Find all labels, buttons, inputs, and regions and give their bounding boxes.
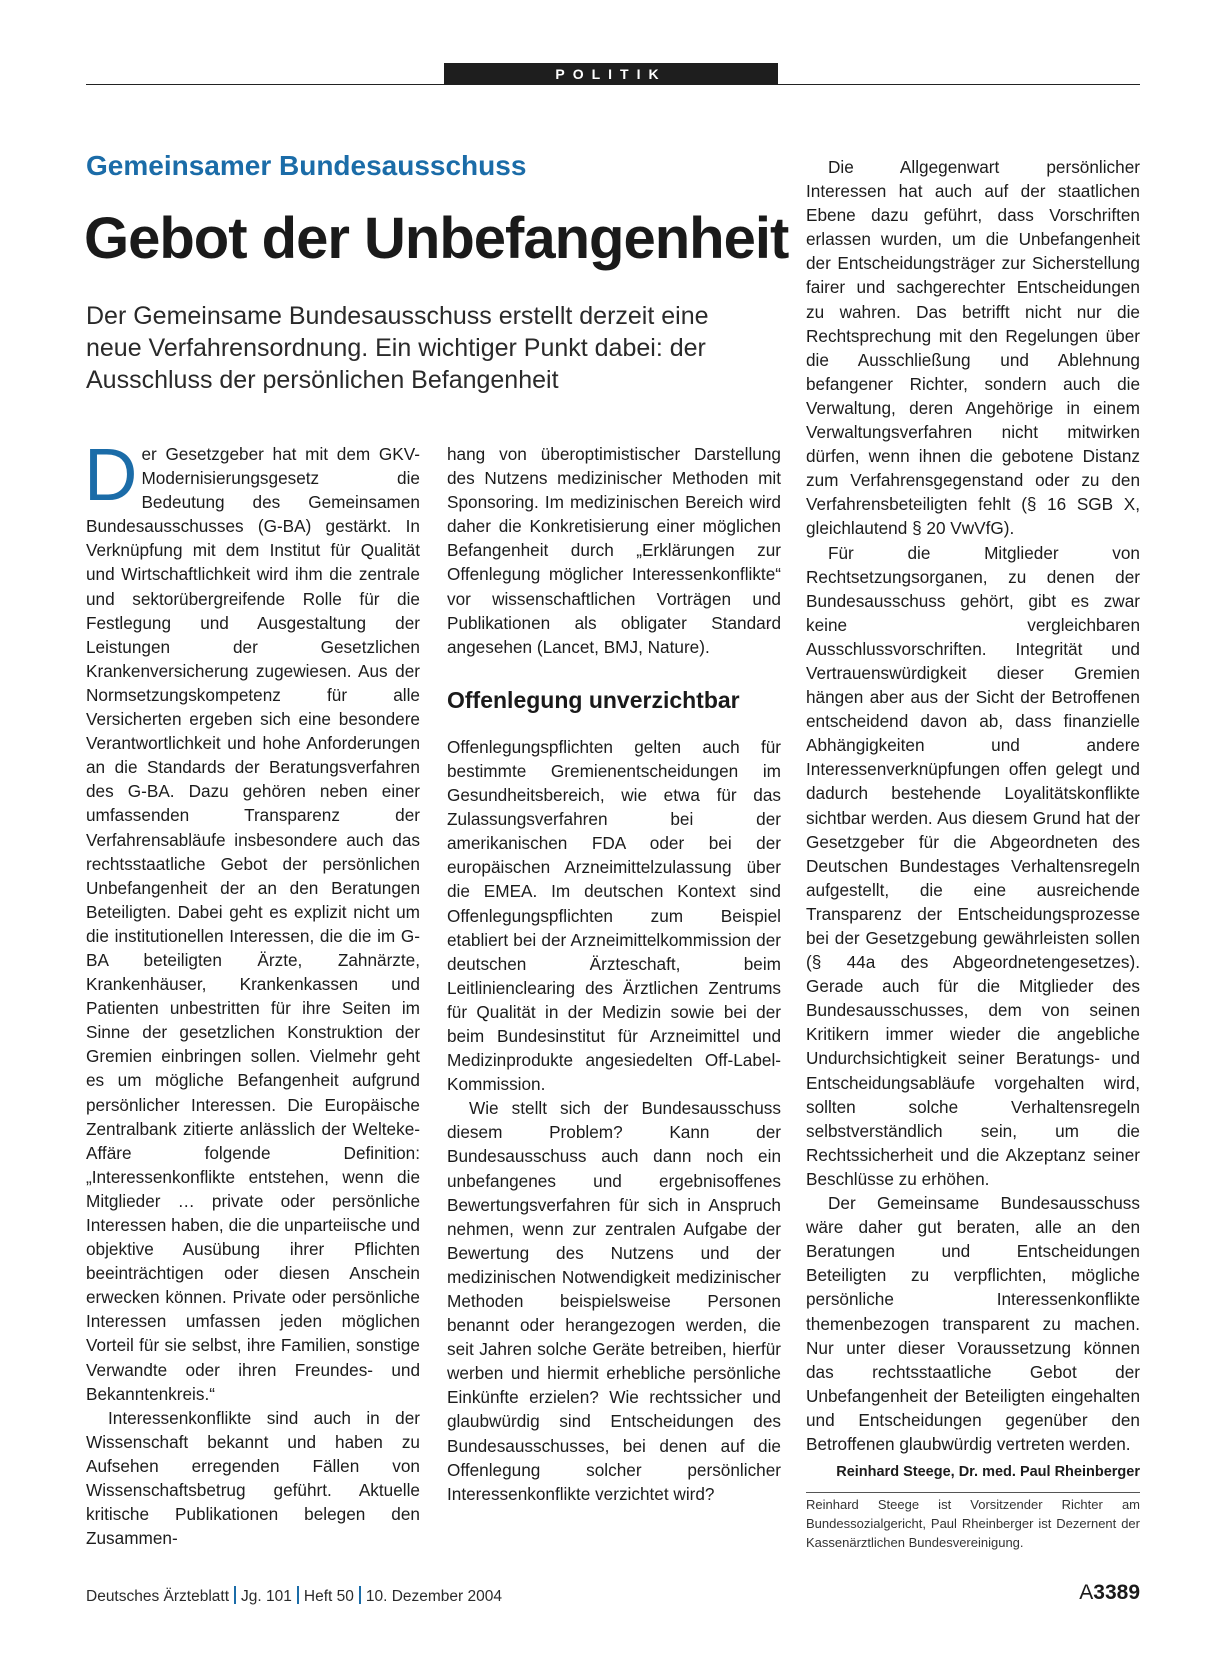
author-bio: Reinhard Steege ist Vorsitzender Richter am Bundessozialgericht, Paul Rheinberger ist Dezernent der Kassenärztlichen Bundesvereinigung. [806, 1497, 1140, 1550]
body-paragraph: Der Gesetzgeber hat mit dem GKV-Modernisierungsgesetz die Bedeutung des Gemeinsamen Bundesausschusses (G-BA) gestärkt. In Verknüpfung mit dem Institut für Qualität und Wirtschaftlichkeit wird ihm die zentrale und sektorübergreifende Rolle für die Festlegung und Ausgestaltung der Leistungen der Gesetzlichen Krankenversicherung zugewiesen. Aus der Normsetzungskompetenz für alle Versicherten ergeben sich eine besondere Verantwortlichkeit und hohe Anforderungen an die Standards der Beratungsverfahren des G-BA. Dazu gehören neben einer umfassenden Transparenz der Verfahrensabläufe insbesondere auch das rechtsstaatliche Gebot der persönlichen Unbefangenheit der an den Beratungen Beteiligten. Dabei geht es explizit nicht um die institutionellen Interessen, die die im G-BA beteiligten Ärzte, Zahnärzte, Krankenhäuser, Krankenkassen und Patienten unbestritten für ihre Seiten im Sinne der gesetzlichen Konstruktion der Gremien einbringen sollen. Vielmehr geht es um mögliche Befangenheit aufgrund persönlicher Interessen. Die Europäische Zentralbank zitierte anlässlich der Welteke-Affäre folgende Definition: „Interessenkonflikte entstehen, wenn die Mitglieder … private oder persönliche Interessen haben, die die unparteiische und objektive Ausübung ihrer Pflichten beeinträchtigen oder diesen Anschein erwecken können. Private oder persönliche Interessen umfassen jeden möglichen Vorteil für sie selbst, ihre Familien, sonstige Verwandte oder ihren Freundes- und Bekanntenkreis.“ [84, 433, 420, 1404]
page-prefix: A [1079, 1581, 1094, 1604]
body-column-1 [84, 433, 420, 1550]
body-column-3 [806, 155, 1140, 1484]
kicker: Gemeinsamer Bundesausschuss [86, 150, 527, 181]
journal-volume: Jg. 101 [241, 1588, 292, 1605]
headline: Gebot der Unbefangenheit [84, 206, 789, 271]
subheading: Offenlegung unverzichtbar [447, 686, 740, 713]
deck: Der Gemeinsame Bundesausschuss erstellt derzeit eine neue Verfahrensordnung. Ein wichtiger Punkt dabei: der Ausschluss der persönlichen Befangenheit [86, 302, 709, 394]
bio-rule [806, 1492, 1140, 1493]
body-column-2-content [447, 442, 781, 1506]
drop-cap: D [84, 433, 138, 516]
body-paragraph: Offenlegungspflichten gelten auch für bestimmte Gremienentscheidungen im Gesundheitsbereich, wie etwa für das Zulassungsverfahren bei der amerikanischen FDA oder bei der europäischen Arzneimittelzulassung über die EMEA. Im deutschen Kontext sind Offenlegungspflichten zum Beispiel etabliert bei der Arzneimittelkommission der deutschen Ärzteschaft, beim Leitlinienclearing des Ärztlichen Zentrums für Qualität in der Medizin sowie bei der beim Bundesinstitut für Arzneimittel und Medizinprodukte angesiedelten Off-Label-Kommission. [447, 736, 781, 1095]
page-number-value: 3389 [1093, 1581, 1140, 1604]
body-paragraph-continuation: hang von überoptimistischer Darstellung des Nutzens medizinischer Methoden mit Sponsoring. Im medizinischen Bereich wird daher die Konkretisierung einer möglichen Befangenheit durch „Erklärungen zur Offenlegung möglicher Interessenkonflikte“ vor wissenschaftlichen Vorträgen und Publikationen als obligater Standard angesehen (Lancet, BMJ, Nature). [447, 444, 781, 657]
body-paragraph: Die Allgegenwart persönlicher Interessen hat auch auf der staatlichen Ebene dazu geführt, dass Vorschriften erlassen wurden, um die Unbefangenheit der Entscheidungsträger zur Sicherstellung fairer und sachgerechter Entscheidungen zu wahren. Das betrifft nicht nur die Rechtsprechung mit den Regelungen über die Ausschließung und Ablehnung befangener Richter, sondern auch die Verwaltung, deren Angehörige in einem Verwaltungsverfahren nicht mitwirken dürfen, wenn ihnen die gebotene Distanz zum Verfahrensgegenstand oder zu den Verfahrensbeteiligten fehlt (§ 16 SGB X, gleichlautend § 20 VwVfG). [806, 157, 1140, 539]
journal-name: Deutsches Ärzteblatt [86, 1588, 230, 1605]
author-line: Reinhard Steege, Dr. med. Paul Rheinberger [836, 1464, 1140, 1481]
footer-separator [234, 1586, 236, 1604]
body-paragraph: Wie stellt sich der Bundesausschuss diesem Problem? Kann der Bundesausschuss auch dann noch ein unbefangenes und ergebnisoffenes Bewertungsverfahren für sich in Anspruch nehmen, wenn zur zentralen Aufgabe der Bewertung des Nutzens und der medizinischen Notwendigkeit medizinischer Methoden beispielsweise Personen benannt oder herangezogen werden, die seit Jahren solche Geräte betreiben, hierfür werben und hiermit erhebliche persönliche Einkünfte erzielen? Wie rechtssicher und glaubwürdig sind Entscheidungen des Bundesausschusses, bei denen auf die Offenlegung solcher persönlicher Interessenkonflikte verzichtet wird? [447, 1098, 781, 1504]
section-rubric: POLITIK [444, 63, 778, 85]
footer-separator [359, 1586, 361, 1604]
footer-separator [297, 1586, 299, 1604]
page-footer [86, 1586, 502, 1606]
body-paragraph: Für die Mitglieder von Rechtsetzungsorganen, zu denen der Bundesausschuss gehört, gibt es zwar keine vergleichbaren Ausschlussvorschriften. Integrität und Vertrauenswürdigkeit dieser Gremien hängen aber aus der Sicht der Betroffenen entscheidend davon ab, dass finanzielle Abhängigkeiten und andere Interessenverknüpfungen offen gelegt und dadurch bestehende Loyalitätskonflikte sichtbar werden. Aus diesem Grund hat der Gesetzgeber für die Abgeordneten des Deutschen Bundestages Verhaltensregeln aufgestellt, die eine ausreichende Transparenz der Entscheidungsprozesse bei der Gesetzgebung gewährleisten sollen (§ 44a des Abgeordnetengesetzes). Gerade auch für die Mitglieder des Bundesausschusses, dem von seinen Kritikern immer wieder die angebliche Undurchsichtigkeit seiner Beratungs- und Entscheidungsabläufe vorgehalten wird, sollten solche Verhaltensregeln selbstverständlich sein, um die Rechtssicherheit und die Akzeptanz seiner Beschlüsse zu erhöhen. [806, 542, 1140, 1189]
issue-date: 10. Dezember 2004 [365, 1588, 502, 1605]
page-number [1079, 1581, 1140, 1605]
journal-issue: Heft 50 [303, 1588, 354, 1605]
body-paragraph: Der Gemeinsame Bundesausschuss wäre daher gut beraten, alle an den Beratungen und Entscheidungen Beteiligten zu verpflichten, mögliche persönliche Interessenkonflikte themenbezogen transparent zu machen. Nur unter dieser Voraussetzung können das rechtsstaatliche Gebot der Unbefangenheit der Beteiligten eingehalten und Entscheidungen gegenüber den Betroffenen glaubwürdig vertreten werden. [806, 1193, 1140, 1454]
body-paragraph: Interessenkonflikte sind auch in der Wissenschaft bekannt und haben zu Aufsehen erregenden Fällen von Wissenschaftsbetrug geführt. Aktuelle kritische Publikationen belegen den Zusammen- [86, 1407, 420, 1549]
